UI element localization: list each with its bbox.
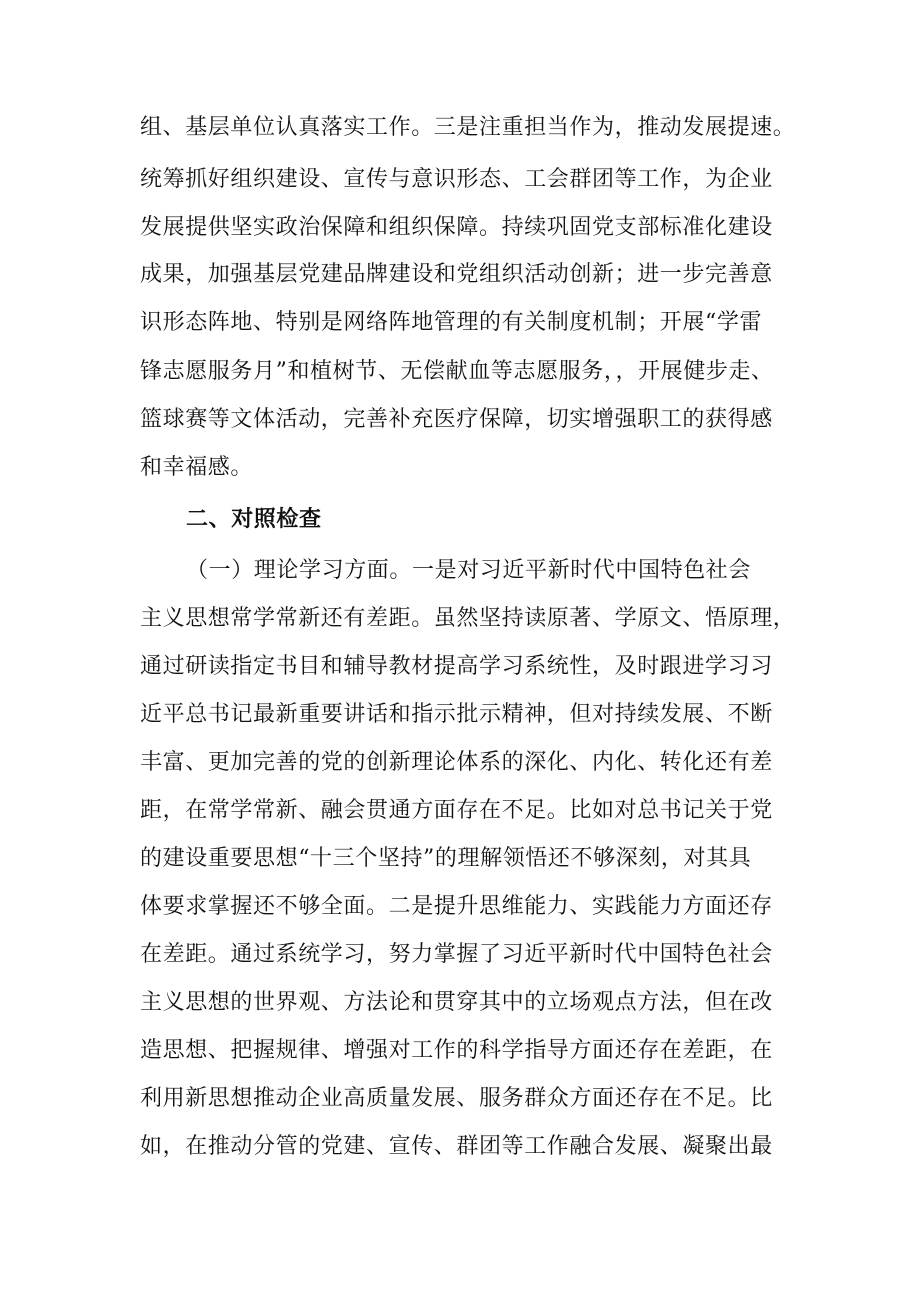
paragraph-line: 识形态阵地、特别是网络阵地管理的有关制度机制；开展“学雷: [140, 310, 763, 335]
paragraph-line: 利用新思想推动企业高质量发展、服务群众方面还存在不足。比: [140, 1086, 773, 1111]
paragraph-line: 丰富、更加完善的党的创新理论体系的深化、内化、转化还有差: [140, 750, 773, 775]
paragraph-line: 如，在推动分管的党建、宣传、群团等工作融合发展、凝聚出最: [140, 1134, 773, 1159]
paragraph-line: 主义思想常学常新还有差距。虽然坚持读原著、学原文、悟原理，: [140, 606, 796, 631]
paragraph-line: 造思想、把握规律、增强对工作的科学指导方面还存在差距，在: [140, 1038, 773, 1063]
paragraph-line: 在差距。通过系统学习，努力掌握了习近平新时代中国特色社会: [140, 942, 773, 967]
paragraph-line: 距，在常学常新、融会贯通方面存在不足。比如对总书记关于党: [140, 798, 773, 823]
paragraph-line: 发展提供坚实政治保障和组织保障。持续巩固党支部标准化建设: [140, 215, 773, 240]
paragraph-line: 的建设重要思想“十三个坚持”的理解领悟还不够深刻，对其具: [140, 846, 752, 871]
paragraph-line: 篮球赛等文体活动，完善补充医疗保障，切实增强职工的获得感: [140, 407, 773, 432]
paragraph-line: 锋志愿服务月”和植树节、无偿献血等志愿服务，，开展健步走、: [140, 359, 774, 384]
paragraph-line: （一）理论学习方面。一是对习近平新时代中国特色社会: [186, 558, 752, 583]
paragraph-line: 主义思想的世界观、方法论和贯穿其中的立场观点方法，但在改: [140, 990, 773, 1015]
paragraph-line: 成果，加强基层党建品牌建设和党组织活动创新；进一步完善意: [140, 262, 773, 287]
paragraph-line: 组、基层单位认真落实工作。三是注重担当作为，推动发展提速。: [140, 115, 796, 140]
paragraph-line: 体要求掌握还不够全面。二是提升思维能力、实践能力方面还存: [140, 894, 773, 919]
paragraph-line: 近平总书记最新重要讲话和指示批示精神，但对持续发展、不断: [140, 702, 773, 727]
paragraph-line: 统筹抓好组织建设、宣传与意识形态、工会群团等工作，为企业: [140, 167, 773, 192]
section-heading: 二、对照检查: [186, 507, 322, 532]
paragraph-line: 和幸福感。: [140, 455, 254, 480]
paragraph-line: 通过研读指定书目和辅导教材提高学习系统性，及时跟进学习习: [140, 654, 773, 679]
